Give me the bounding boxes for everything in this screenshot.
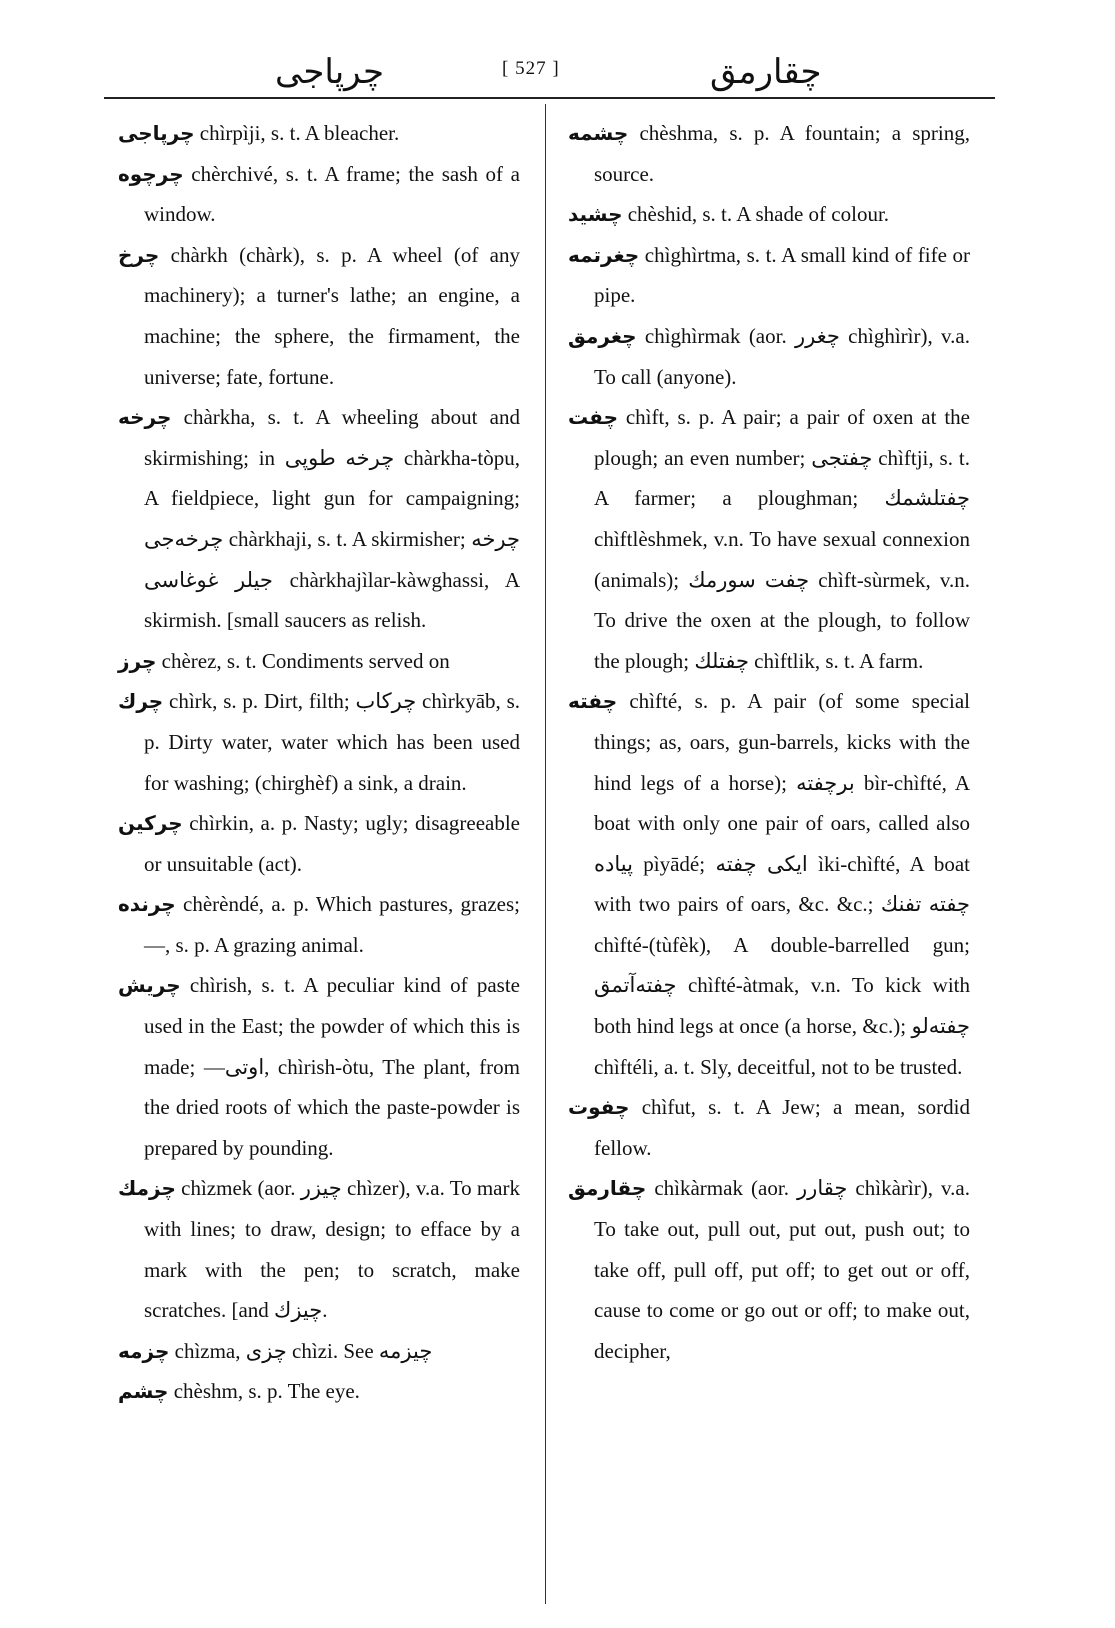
headword: چغرمق xyxy=(568,323,637,348)
definition: chìzmek (aor. چیزر chìzer), v.a. To mark with lines; to draw, design; to efface by a mark with the pen; to scratch, make scratches. [and چیزك. xyxy=(144,1176,521,1323)
headword: چرپاجی xyxy=(118,121,195,145)
headword: چزمه xyxy=(118,1338,170,1363)
headword: چزمك xyxy=(118,1176,176,1201)
definition: chìrkin, a. p. Nasty; ugly; disagreeable or unsuitable (act). xyxy=(144,811,520,876)
headword: چرك xyxy=(118,689,164,714)
page-number: [ 527 ] xyxy=(502,58,560,79)
headword: چفت xyxy=(568,405,618,430)
headword: چرنده xyxy=(118,892,176,917)
definition: chìfut, s. t. A Jew; a mean, sordid fellow. xyxy=(594,1095,970,1160)
headword: چفوت xyxy=(568,1095,630,1120)
dictionary-entry xyxy=(118,235,520,397)
right-column xyxy=(568,113,970,1371)
dictionary-entry xyxy=(568,194,970,235)
definition: chìft, s. p. A pair; a pair of oxen at the plough; an even number; چفتجی chìftji, s. t. A farmer; a ploughman; چفتلشمك chìftlèshmek, v.n. To have sexual connexion (animals); چفت سورمك chìft-sùrmek, v.n. To drive the oxen at the plough, to follow the plough; چفتلك chìftlik, s. t. A farm. xyxy=(594,405,970,673)
definition: chèshid, s. t. A shade of colour. xyxy=(622,202,890,227)
running-head-left: چرپاجی xyxy=(275,52,384,92)
headword: چریش xyxy=(118,973,181,998)
column-divider xyxy=(545,104,546,1604)
headword: چغرتمه xyxy=(568,242,640,267)
definition: chìrk, s. p. Dirt, filth; چرکاب chìrkyāb, s. p. Dirty water, water which has been used for washing; (chirghèf) a sink, a drain. xyxy=(144,689,520,795)
headword: چرخ xyxy=(118,242,160,267)
left-column xyxy=(118,113,520,1412)
dictionary-entry xyxy=(118,803,520,884)
dictionary-entry xyxy=(118,641,520,682)
headword: چشم xyxy=(118,1379,169,1404)
dictionary-entry xyxy=(118,1371,520,1412)
definition: chìzma, چزی chìzi. See چیزمه xyxy=(169,1338,433,1363)
definition: chàrkh (chàrk), s. p. A wheel (of any machinery); a turner's lathe; an engine, a machine; the sphere, the firmament, the universe; fate, fortune. xyxy=(144,242,520,389)
header-rule xyxy=(104,97,995,99)
running-head-right: چقارمق xyxy=(710,52,822,92)
definition: chèshma, s. p. A fountain; a spring, source. xyxy=(594,121,970,186)
dictionary-entry xyxy=(568,1087,970,1168)
headword: چرکین xyxy=(118,811,183,836)
headword: چشمه xyxy=(568,121,629,145)
dictionary-entry xyxy=(118,681,520,803)
headword: چرخه xyxy=(118,405,172,430)
headword: چرچوه xyxy=(118,161,184,186)
definition: chèrez, s. t. Condiments served on xyxy=(156,648,450,673)
dictionary-entry xyxy=(568,397,970,681)
dictionary-entry xyxy=(118,965,520,1168)
definition: chìrish, s. t. A peculiar kind of paste used in the East; the powder of which this is made; —اوتی, chìrish-òtu, The plant, from the dried roots of which the paste-powder is prepared by pounding. xyxy=(144,973,521,1160)
dictionary-entry xyxy=(118,1168,520,1330)
definition: chìkàrmak (aor. چقارر chìkàrìr), v.a. To take out, pull out, put out, push out; to take off, pull off, put off; to get out or off, cause to come or go out or off; to make out, decipher, xyxy=(594,1176,970,1363)
definition: chìghìrmak (aor. چغرر chìghìrìr), v.a. To call (anyone). xyxy=(594,323,970,389)
dictionary-entry xyxy=(118,1331,520,1372)
dictionary-entry xyxy=(118,113,520,154)
definition: chàrkha, s. t. A wheeling about and skirmishing; in چرخه طوپی chàrkha-tòpu, A fieldpiece, light gun for campaigning; چرخه‌جی chàrkhaji, s. t. A skirmisher; چرخه جیلر غوغاسی chàrkhajìlar-kàwghassi, A skirmish. [small saucers as relish. xyxy=(144,405,521,633)
definition: chìghìrtma, s. t. A small kind of fife or pipe. xyxy=(594,242,970,308)
headword: چرز xyxy=(118,648,157,673)
headword: چقارمق xyxy=(568,1176,647,1201)
dictionary-entry xyxy=(568,681,970,1087)
dictionary-entry xyxy=(118,884,520,965)
dictionary-entry xyxy=(568,1168,970,1371)
definition: chèrèndé, a. p. Which pastures, grazes; —, s. p. A grazing animal. xyxy=(144,892,520,957)
dictionary-entry xyxy=(568,113,970,194)
dictionary-entry xyxy=(568,235,970,316)
definition: chèrchivé, s. t. A frame; the sash of a window. xyxy=(144,161,520,227)
page-header xyxy=(90,40,995,100)
definition: chèshm, s. p. The eye. xyxy=(168,1379,360,1404)
definition: chìfté, s. p. A pair (of some special things; as, oars, gun-barrels, kicks with the hind legs of a horse); برچفته bìr-chìfté, A boat with only one pair of oars, called also پیاده pìyādé; ایکی چفته ìki-chìfté, A boat with two pairs of oars, &c. &c.; چفته تفنك chìfté-(tùfèk), A double-barrelled gun; چفته‌آتمق chìfté-àtmak, v.n. To kick with both hind legs at once (a horse, &c.); چفته‌لو chìftéli, a. t. Sly, deceitful, not to be trusted. xyxy=(594,689,971,1079)
dictionary-entry xyxy=(118,154,520,235)
headword: چفته xyxy=(568,689,618,714)
dictionary-entry xyxy=(118,397,520,641)
dictionary-entry xyxy=(568,316,970,397)
headword: چشید xyxy=(568,202,623,227)
definition: chìrpìji, s. t. A bleacher. xyxy=(194,121,400,145)
